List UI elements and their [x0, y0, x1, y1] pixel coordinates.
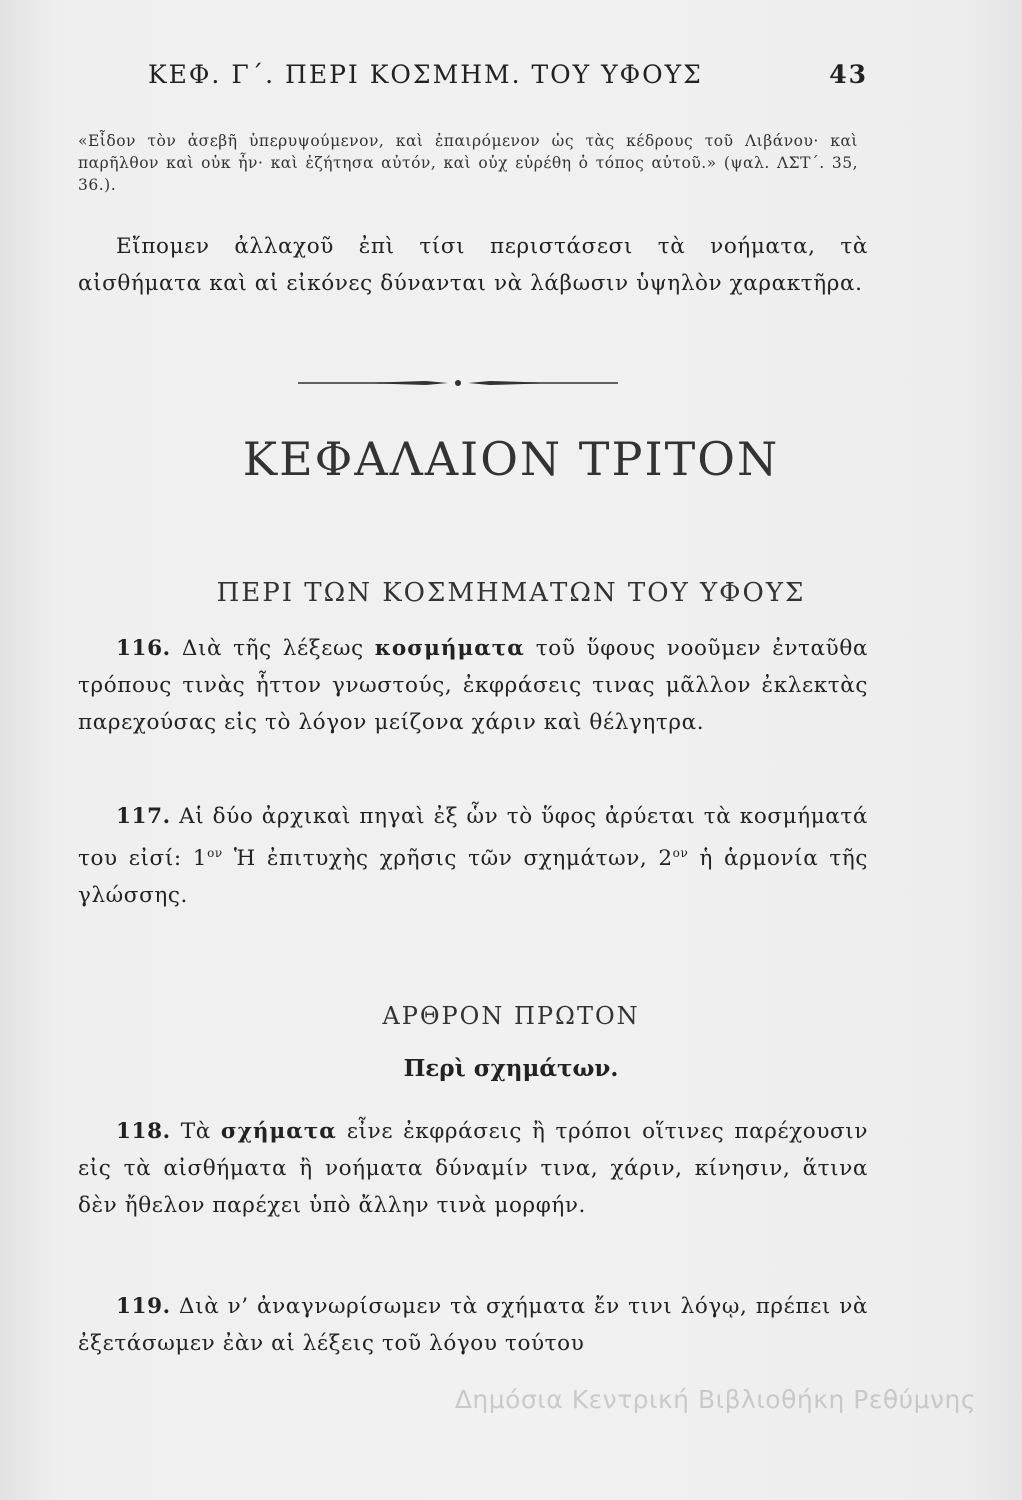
keyword: κοσμήματα — [374, 636, 525, 661]
chapter-subtitle: ΠΕΡΙ ΤΩΝ ΚΟΣΜΗΜΑΤΩΝ ΤΟΥ ΥΦΟΥΣ — [216, 578, 806, 608]
section-title: ΑΡΘΡΟΝ ΠΡΩΤΟΝ — [382, 1002, 640, 1030]
chapter-title: ΚΕΦΑΛΑΙΟΝ ΤΡΙΤΟΝ — [242, 432, 780, 486]
paragraph-117 — [78, 798, 868, 914]
paragraph-text: Αἱ δύο ἀρχικαὶ πηγαὶ ἐξ ὧν τὸ ὕφος ἀρύεται τὰ κοσμήματά του εἰσί: 1 — [78, 804, 868, 872]
paragraph-text: Διὰ τῆς λέξεως — [170, 636, 375, 661]
ornament-divider — [298, 374, 618, 392]
intro-paragraph: Εἴπομεν ἀλλαχοῦ ἐπὶ τίσι περιστάσεσι τὰ νοήματα, τὰ αἰσθήματα καὶ αἱ εἰκόνες δύνανται νὰ λάβωσιν ὑψηλὸν χαρακτῆρα. — [78, 234, 868, 296]
psalm-quote: «Εἶδον τὸν ἀσεβῆ ὑπερυψούμενον, καὶ ἐπαιρόμενον ὡς τὰς κέδρους τοῦ Λιβάνου· καὶ παρῆλθον καὶ οὐκ ἦν· καὶ ἐζήτησα αὐτόν, καὶ οὐχ εὑρέθη ὁ τόπος αὐτοῦ.» (ψαλ. ΛΣΤ΄. 35, 36.). — [78, 132, 858, 194]
paragraph-number: 116. — [116, 636, 171, 661]
paragraph-text: τοῦ ὕφους νοοῦμεν ἐνταῦθα τρόπους τινὰς ἧττον γνωστούς, ἐκφράσεις τινας μᾶλλον ἐκλεκτὰς παρεχούσας εἰς τὸ λόγον μείζονα χάριν καὶ θέλγητρα. — [78, 636, 868, 735]
paragraph-text: Διὰ ν’ ἀναγνωρίσωμεν τὰ σχήματα ἔν τινι λόγῳ, πρέπει νὰ ἐξετάσωμεν ἐὰν αἱ λέξεις τοῦ λόγου τούτου — [78, 1294, 868, 1356]
paragraph-116 — [78, 630, 868, 741]
paragraph-number: 119. — [116, 1294, 171, 1319]
section-subtitle: Περὶ σχημάτων. — [403, 1055, 619, 1082]
page-number: 43 — [829, 60, 868, 89]
paragraph-text: εἶνε ἐκφράσεις ἢ τρόποι οἵτινες παρέχουσιν εἰς τὰ αἰσθήματα ἢ νοήματα δύναμίν τινα, χάριν, κίνησιν, ἅτινα δὲν ἤθελον παρέχει ὑπὸ ἄλλην τινὰ μορφήν. — [78, 1119, 869, 1218]
running-head-title: ΚΕΦ. Γ΄. ΠΕΡΙ ΚΟΣΜΗΜ. ΤΟΥ ΥΦΟΥΣ — [148, 60, 703, 89]
paragraph-119 — [78, 1288, 868, 1362]
ordinal-suffix: ον — [207, 846, 223, 860]
ordinal-suffix: ον — [672, 846, 689, 860]
keyword: σχήματα — [220, 1119, 337, 1144]
paragraph-number: 118. — [116, 1119, 171, 1144]
paragraph-text: ἡ ἁρμονία τῆς γλώσσης. — [78, 846, 868, 909]
paragraph-text: Ἡ ἐπιτυχὴς χρῆσις τῶν σχημάτων, 2 — [222, 846, 673, 872]
paragraph-118 — [78, 1113, 868, 1224]
library-watermark: Δημόσια Κεντρική Βιβλιοθήκη Ρεθύμνης — [454, 1385, 976, 1414]
paragraph-number: 117. — [116, 804, 171, 829]
paragraph-text: Τὰ — [170, 1119, 221, 1144]
